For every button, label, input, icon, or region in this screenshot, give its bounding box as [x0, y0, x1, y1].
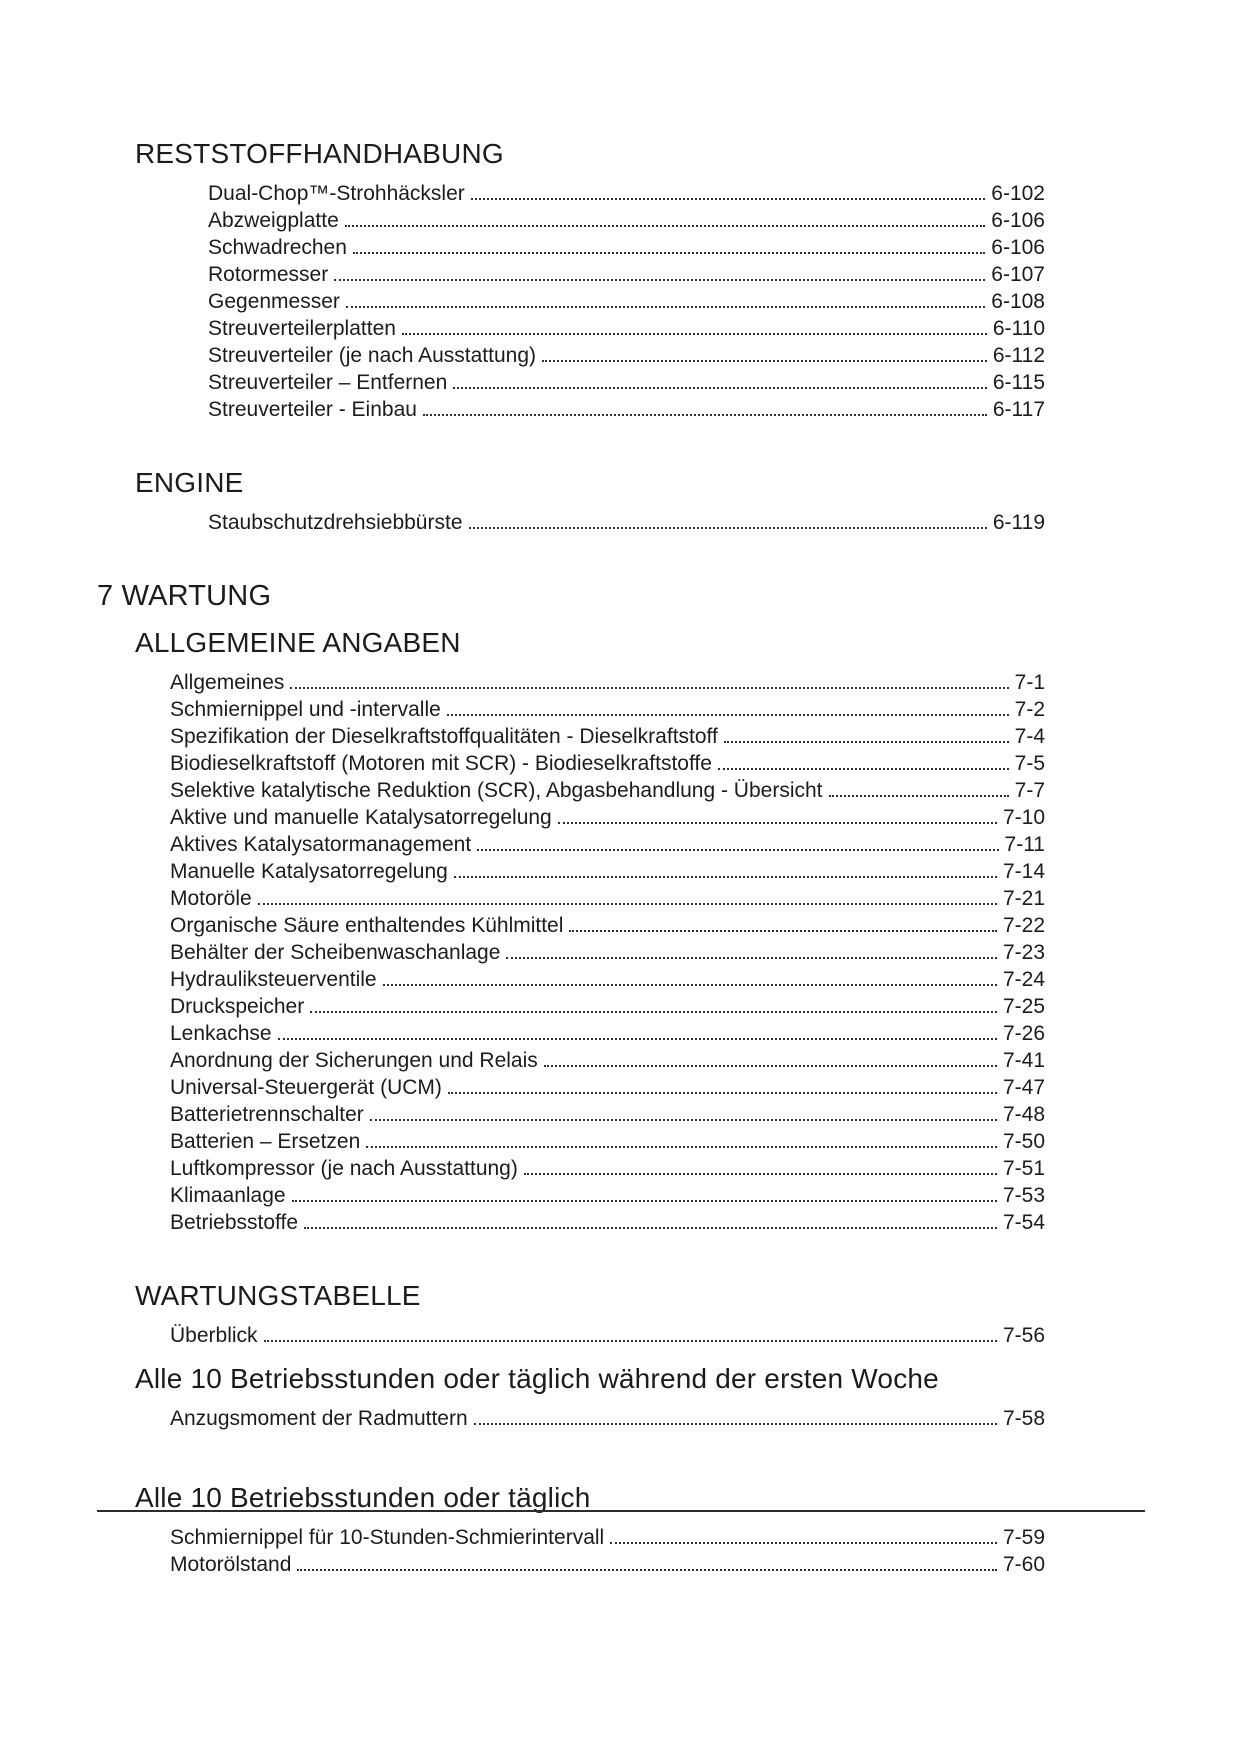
toc-entry — [97, 777, 1045, 804]
toc-entry — [97, 1405, 1045, 1432]
toc-entry-page: 6-106 — [991, 236, 1045, 259]
toc-entry-title: Staubschutzdrehsiebbürste — [208, 511, 463, 534]
toc-entry-page: 6-112 — [992, 344, 1045, 367]
toc-entry — [97, 831, 1045, 858]
toc-entry-page: 7-47 — [1002, 1076, 1045, 1099]
section-heading: ALLGEMEINE ANGABEN — [135, 627, 461, 658]
toc-entry-title: Anzugsmoment der Radmuttern — [170, 1407, 468, 1430]
dot-leader — [334, 279, 985, 281]
toc-section — [97, 467, 1045, 536]
toc-entry-page: 7-11 — [1004, 833, 1045, 856]
dot-leader — [310, 1011, 997, 1013]
dot-leader — [258, 903, 997, 905]
toc-entry-page: 7-60 — [1002, 1553, 1045, 1576]
toc-entry — [97, 696, 1045, 723]
footer-rule — [97, 1510, 1145, 1512]
toc-entry — [97, 288, 1045, 315]
toc-entry-title: Schmiernippel und -intervalle — [170, 698, 441, 721]
toc-entry — [97, 1209, 1045, 1236]
toc-entry-title: Betriebsstoffe — [170, 1211, 299, 1234]
toc-entry — [97, 1128, 1045, 1155]
toc-entry-page: 7-10 — [1002, 806, 1045, 829]
section-heading: Alle 10 Betriebsstunden oder täglich während der ersten Woche — [135, 1363, 939, 1394]
section-entries — [97, 669, 1045, 1236]
dot-leader — [402, 333, 987, 335]
toc-entry-page: 6-115 — [992, 371, 1045, 394]
toc-entry-page: 6-117 — [992, 398, 1045, 421]
toc-entry-title: Batterietrennschalter — [170, 1103, 364, 1126]
dot-leader — [353, 252, 985, 254]
toc-entry-page: 6-107 — [991, 263, 1045, 286]
dot-leader — [469, 527, 987, 529]
toc-entry — [97, 966, 1045, 993]
toc-entry — [97, 723, 1045, 750]
toc-entry-title: Luftkompressor (je nach Ausstattung) — [170, 1157, 518, 1180]
toc-entry-title: Biodieselkraftstoff (Motoren mit SCR) - Biodieselkraftstoffe — [170, 752, 712, 775]
toc-entry-title: Allgemeines — [170, 671, 285, 694]
section-heading: 7 WARTUNG — [97, 580, 272, 612]
toc-entry-title: Motorölstand — [170, 1553, 292, 1576]
toc-entry-page: 7-59 — [1002, 1526, 1045, 1549]
dot-leader — [278, 1038, 997, 1040]
toc-entry-title: Anordnung der Sicherungen und Relais — [170, 1049, 538, 1072]
toc-entry-title: Überblick — [170, 1324, 258, 1347]
dot-leader — [474, 1423, 997, 1425]
dot-leader — [345, 225, 986, 227]
dot-leader — [292, 1200, 997, 1202]
toc-entry — [97, 207, 1045, 234]
section-entries — [97, 1405, 1045, 1432]
toc-entry — [97, 369, 1045, 396]
toc-entry-page: 6-102 — [991, 182, 1045, 205]
toc-entry-title: Behälter der Scheibenwaschanlage — [170, 941, 501, 964]
toc-entry — [97, 1322, 1045, 1349]
toc-entry — [97, 1101, 1045, 1128]
dot-leader — [290, 687, 1008, 689]
toc-entry-page: 7-54 — [1002, 1211, 1045, 1234]
toc-entry-title: Gegenmesser — [208, 290, 340, 313]
dot-leader — [477, 849, 998, 851]
dot-leader — [448, 1092, 997, 1094]
dot-leader — [829, 795, 1009, 797]
toc-entry — [97, 234, 1045, 261]
toc-entry-page: 7-14 — [1002, 860, 1045, 883]
toc-entry-page: 7-24 — [1002, 968, 1045, 991]
toc-entry-title: Aktives Katalysatormanagement — [170, 833, 472, 856]
toc-entry-title: Schwadrechen — [208, 236, 347, 259]
toc-entry-title: Spezifikation der Dieselkraftstoffqualitäten - Dieselkraftstoff — [170, 725, 718, 748]
toc-section — [97, 580, 1045, 613]
dot-leader — [610, 1542, 997, 1544]
dot-leader — [304, 1227, 997, 1229]
toc-entry-title: Abzweigplatte — [208, 209, 339, 232]
toc-entry — [97, 1551, 1045, 1578]
dot-leader — [544, 1065, 997, 1067]
toc-entry-page: 7-22 — [1002, 914, 1045, 937]
toc-entry-page: 7-53 — [1002, 1184, 1045, 1207]
toc-entry-page: 7-41 — [1002, 1049, 1045, 1072]
toc-entry — [97, 1524, 1045, 1551]
toc-entry — [97, 939, 1045, 966]
toc-entry-title: Klimaanlage — [170, 1184, 286, 1207]
toc-entry-title: Hydrauliksteuerventile — [170, 968, 377, 991]
dot-leader — [383, 984, 997, 986]
toc-entry — [97, 993, 1045, 1020]
toc-entry — [97, 669, 1045, 696]
toc-section — [97, 1280, 1045, 1349]
toc-entry — [97, 885, 1045, 912]
dot-leader — [370, 1119, 997, 1121]
toc-section — [97, 627, 1045, 1236]
dot-leader — [471, 198, 986, 200]
dot-leader — [542, 360, 987, 362]
dot-leader — [366, 1146, 997, 1148]
toc-entry-page: 7-21 — [1002, 887, 1045, 910]
toc-entry-page: 7-4 — [1014, 725, 1045, 748]
toc-entry-page: 7-48 — [1002, 1103, 1045, 1126]
toc-entry — [97, 315, 1045, 342]
toc-section — [97, 1363, 1045, 1432]
toc-entry — [97, 804, 1045, 831]
dot-leader — [423, 414, 987, 416]
toc-entry-page: 7-26 — [1002, 1022, 1045, 1045]
dot-leader — [297, 1569, 997, 1571]
dot-leader — [718, 768, 1009, 770]
toc-entry — [97, 396, 1045, 423]
dot-leader — [264, 1340, 997, 1342]
toc-entry-title: Universal-Steuergerät (UCM) — [170, 1076, 442, 1099]
toc-entry — [97, 750, 1045, 777]
toc-entry — [97, 1155, 1045, 1182]
toc-entry-page: 7-2 — [1014, 698, 1045, 721]
toc-entry-title: Schmiernippel für 10-Stunden-Schmierintervall — [170, 1526, 605, 1549]
toc-entry-title: Streuverteiler (je nach Ausstattung) — [208, 344, 537, 367]
toc-entry-title: Motoröle — [170, 887, 252, 910]
toc-entry — [97, 912, 1045, 939]
dot-leader — [454, 876, 997, 878]
dot-leader — [447, 714, 1009, 716]
toc-entry-page: 7-5 — [1014, 752, 1045, 775]
dot-leader — [346, 306, 985, 308]
toc-entry-title: Aktive und manuelle Katalysatorregelung — [170, 806, 552, 829]
section-entries — [97, 509, 1045, 536]
toc-entry-title: Lenkachse — [170, 1022, 272, 1045]
dot-leader — [524, 1173, 997, 1175]
dot-leader — [724, 741, 1009, 743]
section-entries — [97, 1322, 1045, 1349]
toc-entry — [97, 261, 1045, 288]
toc-entry — [97, 858, 1045, 885]
toc-entry-title: Organische Säure enthaltendes Kühlmittel — [170, 914, 564, 937]
section-heading: RESTSTOFFHANDHABUNG — [135, 138, 504, 169]
toc-entry — [97, 509, 1045, 536]
toc-entry-title: Dual-Chop™-Strohhäcksler — [208, 182, 465, 205]
toc-entry — [97, 1074, 1045, 1101]
toc-entry-page: 7-7 — [1014, 779, 1045, 802]
section-heading: ENGINE — [135, 467, 244, 498]
toc-entry-page: 6-110 — [992, 317, 1045, 340]
toc-entry — [97, 342, 1045, 369]
toc-entry — [97, 180, 1045, 207]
toc-entry-page: 6-119 — [992, 511, 1045, 534]
section-entries — [97, 1524, 1045, 1578]
toc-entry-page: 7-25 — [1002, 995, 1045, 1018]
toc-entry-page: 7-56 — [1002, 1324, 1045, 1347]
dot-leader — [558, 822, 997, 824]
toc-entry — [97, 1047, 1045, 1074]
toc-entry-page: 7-50 — [1002, 1130, 1045, 1153]
toc-entry-title: Streuverteiler - Einbau — [208, 398, 417, 421]
dot-leader — [569, 930, 997, 932]
toc-entry-title: Streuverteiler – Entfernen — [208, 371, 448, 394]
toc-content — [97, 138, 1045, 1578]
section-heading: WARTUNGSTABELLE — [135, 1280, 421, 1311]
toc-entry-title: Manuelle Katalysatorregelung — [170, 860, 448, 883]
dot-leader — [453, 387, 987, 389]
section-entries — [97, 180, 1045, 423]
toc-entry — [97, 1020, 1045, 1047]
toc-entry-page: 7-51 — [1002, 1157, 1045, 1180]
toc-entry-title: Streuverteilerplatten — [208, 317, 396, 340]
toc-section — [97, 138, 1045, 423]
section-heading: Alle 10 Betriebsstunden oder täglich — [135, 1482, 591, 1513]
toc-entry-page: 7-58 — [1002, 1407, 1045, 1430]
toc-entry-page: 6-108 — [991, 290, 1045, 313]
toc-section — [97, 1482, 1045, 1578]
toc-entry-title: Druckspeicher — [170, 995, 305, 1018]
toc-entry-title: Selektive katalytische Reduktion (SCR), Abgasbehandlung - Übersicht — [170, 779, 823, 802]
dot-leader — [506, 957, 997, 959]
toc-entry-page: 7-1 — [1014, 671, 1045, 694]
toc-entry-page: 6-106 — [991, 209, 1045, 232]
toc-entry — [97, 1182, 1045, 1209]
toc-entry-title: Rotormesser — [208, 263, 329, 286]
toc-entry-title: Batterien – Ersetzen — [170, 1130, 361, 1153]
toc-entry-page: 7-23 — [1002, 941, 1045, 964]
